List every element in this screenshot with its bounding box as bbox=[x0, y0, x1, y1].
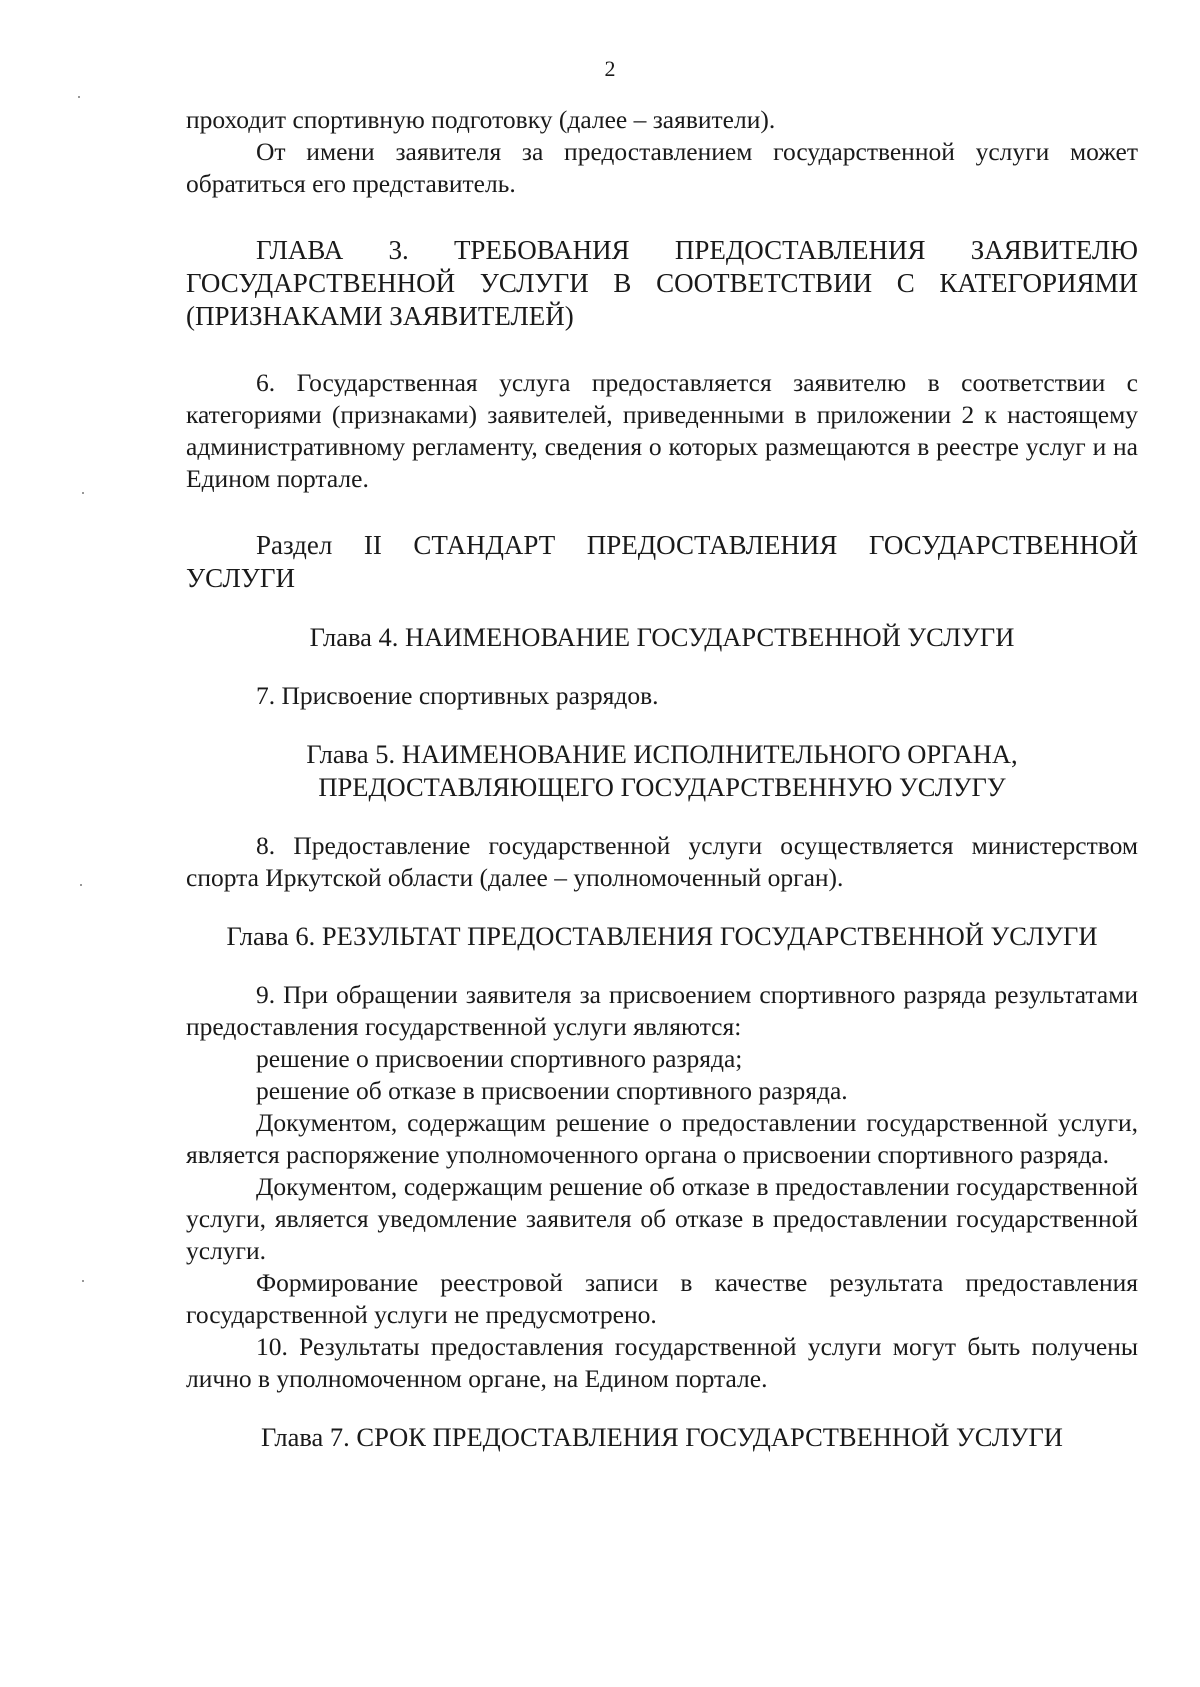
scan-speck bbox=[78, 96, 80, 98]
heading-section-2: Раздел II СТАНДАРТ ПРЕДОСТАВЛЕНИЯ ГОСУДАРСТВЕННОЙ УСЛУГИ bbox=[186, 530, 1138, 593]
scan-speck bbox=[82, 1280, 84, 1282]
scan-speck bbox=[82, 492, 84, 494]
paragraph-9-item-1: решение о присвоении спортивного разряда; bbox=[256, 1044, 743, 1073]
scan-speck bbox=[80, 884, 82, 886]
paragraph-9-registry: Формирование реестровой записи в качестве результата предоставления государственной услуги не предусмотрено. bbox=[186, 1268, 1138, 1329]
heading-chapter-7: Глава 7. СРОК ПРЕДОСТАВЛЕНИЯ ГОСУДАРСТВЕННОЙ УСЛУГИ bbox=[261, 1422, 1063, 1452]
paragraph-10: 10. Результаты предоставления государственной услуги могут быть получены лично в уполномоченном органе, на Едином портале. bbox=[186, 1332, 1138, 1393]
heading-chapter-5-line-1: Глава 5. НАИМЕНОВАНИЕ ИСПОЛНИТЕЛЬНОГО ОРГАНА, bbox=[306, 739, 1018, 769]
paragraph-9-document-refusal: Документом, содержащим решение об отказе в предоставлении государственной услуги, является уведомление заявителя об отказе в предоставлении государственной услуги. bbox=[186, 1172, 1138, 1265]
heading-chapter-5-line-2: ПРЕДОСТАВЛЯЮЩЕГО ГОСУДАРСТВЕННУЮ УСЛУГУ bbox=[318, 772, 1006, 802]
paragraph-9-item-2: решение об отказе в присвоении спортивного разряда. bbox=[256, 1076, 848, 1105]
paragraph-8: 8. Предоставление государственной услуги осуществляется министерством спорта Иркутской области (далее – уполномоченный орган). bbox=[186, 831, 1138, 892]
document-body bbox=[186, 104, 1138, 1454]
heading-chapter-6: Глава 6. РЕЗУЛЬТАТ ПРЕДОСТАВЛЕНИЯ ГОСУДАРСТВЕННОЙ УСЛУГИ bbox=[226, 921, 1098, 951]
paragraph-continuation: проходит спортивную подготовку (далее – заявители). bbox=[186, 105, 776, 134]
heading-chapter-4: Глава 4. НАИМЕНОВАНИЕ ГОСУДАРСТВЕННОЙ УСЛУГИ bbox=[309, 622, 1015, 652]
page-number: 2 bbox=[604, 56, 616, 81]
paragraph-9-document-grant: Документом, содержащим решение о предоставлении государственной услуги, является распоряжение уполномоченного органа о присвоении спортивного разряда. bbox=[186, 1108, 1138, 1169]
paragraph-9: 9. При обращении заявителя за присвоением спортивного разряда результатами предоставления государственной услуги являются: bbox=[186, 980, 1138, 1041]
paragraph-7: 7. Присвоение спортивных разрядов. bbox=[256, 681, 659, 710]
paragraph-representative: От имени заявителя за предоставлением государственной услуги может обратиться его представитель. bbox=[186, 137, 1138, 198]
heading-chapter-3: ГЛАВА 3. ТРЕБОВАНИЯ ПРЕДОСТАВЛЕНИЯ ЗАЯВИТЕЛЮ ГОСУДАРСТВЕННОЙ УСЛУГИ В СООТВЕТСТВИИ С КАТЕГОРИЯМИ (ПРИЗНАКАМИ ЗАЯВИТЕЛЕЙ) bbox=[186, 235, 1138, 331]
paragraph-6: 6. Государственная услуга предоставляется заявителю в соответствии с категориями (признаками) заявителей, приведенными в приложении 2 к настоящему административному регламенту, сведения о которых размещаются в реестре услуг и на Едином портале. bbox=[186, 368, 1138, 493]
